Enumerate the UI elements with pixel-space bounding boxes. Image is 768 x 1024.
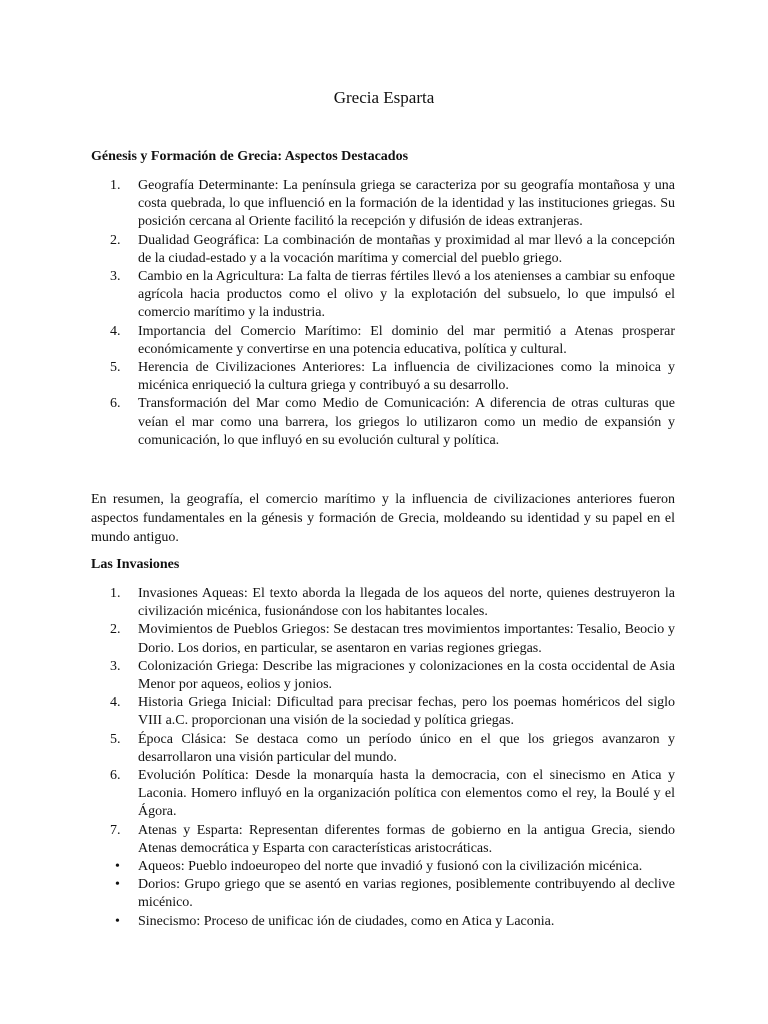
list-number: 3. xyxy=(110,269,121,285)
section-invasiones xyxy=(91,556,675,931)
list-item-text: Dualidad Geográfica: La combinación de montañas y proximidad al mar llevó a la concepción de la ciudad-estado y a la vocación marítima y comercial del pueblo griego. xyxy=(138,232,675,266)
list-number: 4. xyxy=(110,695,121,711)
list-number: 2. xyxy=(110,622,121,638)
bullet-item xyxy=(91,876,675,912)
list-number: 4. xyxy=(110,323,121,339)
list-item xyxy=(91,621,675,657)
bullet-icon: • xyxy=(115,877,120,893)
list-item-text: Cambio en la Agricultura: La falta de tierras fértiles llevó a los atenienses a cambiar su enfoque agrícola hacia productos como el olivo y la explotación del subsuelo, lo que impulsó el comercio marítimo y la industria. xyxy=(138,269,675,321)
list-number: 1. xyxy=(110,178,121,193)
list-number: 1. xyxy=(110,586,121,601)
list-item-text: Colonización Griega: Describe las migraciones y colonizaciones en la costa occidental de Asia Menor por aqueos, eolios y jonios. xyxy=(138,658,675,693)
bullet-icon: • xyxy=(115,913,120,929)
list-item xyxy=(91,731,675,767)
list-number: 5. xyxy=(110,731,121,747)
list-item-text: Transformación del Mar como Medio de Comunicación: A diferencia de otras culturas que veían el mar como una barrera, los griegos lo utilizaron como un medio de expansión y comunicación, lo que influyó en su evolución cultural y política. xyxy=(138,396,675,448)
list-item-text: Movimientos de Pueblos Griegos: Se destacan tres movimientos importantes: Tesalio, Beocio y Dorio. Los dorios, en particular, se asentaron en varias regiones griegas. xyxy=(138,622,675,656)
bullet-item xyxy=(91,913,675,931)
list-number: 6. xyxy=(110,768,121,784)
list-item-text: Geografía Determinante: La península griega se caracteriza por su geografía montañosa y una costa quebrada, lo que influenció en la formación de la identidad y las instituciones griegas. Su posición cercana al Oriente facilitó la recepción y difusión de ideas extranjeras. xyxy=(138,178,675,230)
bullet-icon: • xyxy=(115,859,120,875)
section-heading-genesis: Génesis y Formación de Grecia: Aspectos Destacados xyxy=(91,149,409,164)
list-item-text: Época Clásica: Se destaca como un período único en el que los griegos avanzaron y desarrollaron una visión particular del mundo. xyxy=(138,731,675,765)
section-genesis xyxy=(91,148,675,450)
list-item xyxy=(91,232,675,268)
list-item-text: Herencia de Civilizaciones Anteriores: La influencia de civilizaciones como la minoica y micénica enriqueció la cultura griega y contribuyó a su desarrollo. xyxy=(138,360,675,394)
list-item xyxy=(91,658,675,694)
list-item-text: Importancia del Comercio Marítimo: El dominio del mar permitió a Atenas prosperar económicamente y convertirse en una potencia educativa, política y cultural. xyxy=(138,323,675,357)
list-item-text: Historia Griega Inicial: Dificultad para precisar fechas, pero los poemas homéricos del siglo VIII a.C. proporcionan una visión de la sociedad y política griegas. xyxy=(138,695,675,729)
list-number: 7. xyxy=(110,822,121,838)
section-heading-invasiones: Las Invasiones xyxy=(91,557,180,572)
bullet-item xyxy=(91,858,675,876)
document-title: Grecia Esparta xyxy=(333,88,435,107)
list-item xyxy=(91,585,675,621)
list-item xyxy=(91,359,675,395)
list-item xyxy=(91,268,675,323)
list-item xyxy=(91,822,675,858)
summary-paragraph: En resumen, la geografía, el comercio marítimo y la influencia de civilizaciones anteriores fueron aspectos fundamentales en la génesis y formación de Grecia, moldeando su identidad y su papel en el mundo antiguo. xyxy=(91,492,675,545)
list-number: 5. xyxy=(110,360,121,376)
bullet-item-text: Sinecismo: Proceso de unificac ión de ciudades, como en Atica y Laconia. xyxy=(138,913,555,929)
list-item xyxy=(91,767,675,822)
summary-block xyxy=(91,490,675,547)
list-number: 6. xyxy=(110,396,121,412)
list-item-text: Evolución Política: Desde la monarquía hasta la democracia, con el sinecismo en Atica y Laconia. Homero influyó en la organización política con elementos como el rey, la Boulé y el Ágora. xyxy=(138,768,675,820)
invasiones-bullets xyxy=(91,858,675,931)
list-item xyxy=(91,395,675,450)
list-number: 3. xyxy=(110,658,121,674)
list-item-text: Invasiones Aqueas: El texto aborda la llegada de los aqueos del norte, quienes destruyeron la civilización micénica, fusionándose con los habitantes locales. xyxy=(138,586,675,620)
list-item-text: Atenas y Esparta: Representan diferentes formas de gobierno en la antigua Grecia, siendo Atenas democrática y Esparta con características aristocráticas. xyxy=(138,822,675,856)
list-number: 2. xyxy=(110,232,121,248)
list-item xyxy=(91,694,675,730)
list-item xyxy=(91,323,675,359)
genesis-list xyxy=(91,177,675,450)
bullet-item-text: Dorios: Grupo griego que se asentó en varias regiones, posiblemente contribuyendo al declive micénico. xyxy=(138,877,675,911)
list-item xyxy=(91,177,675,232)
invasiones-list xyxy=(91,585,675,858)
bullet-item-text: Aqueos: Pueblo indoeuropeo del norte que invadió y fusionó con la civilización micénica. xyxy=(138,859,643,875)
